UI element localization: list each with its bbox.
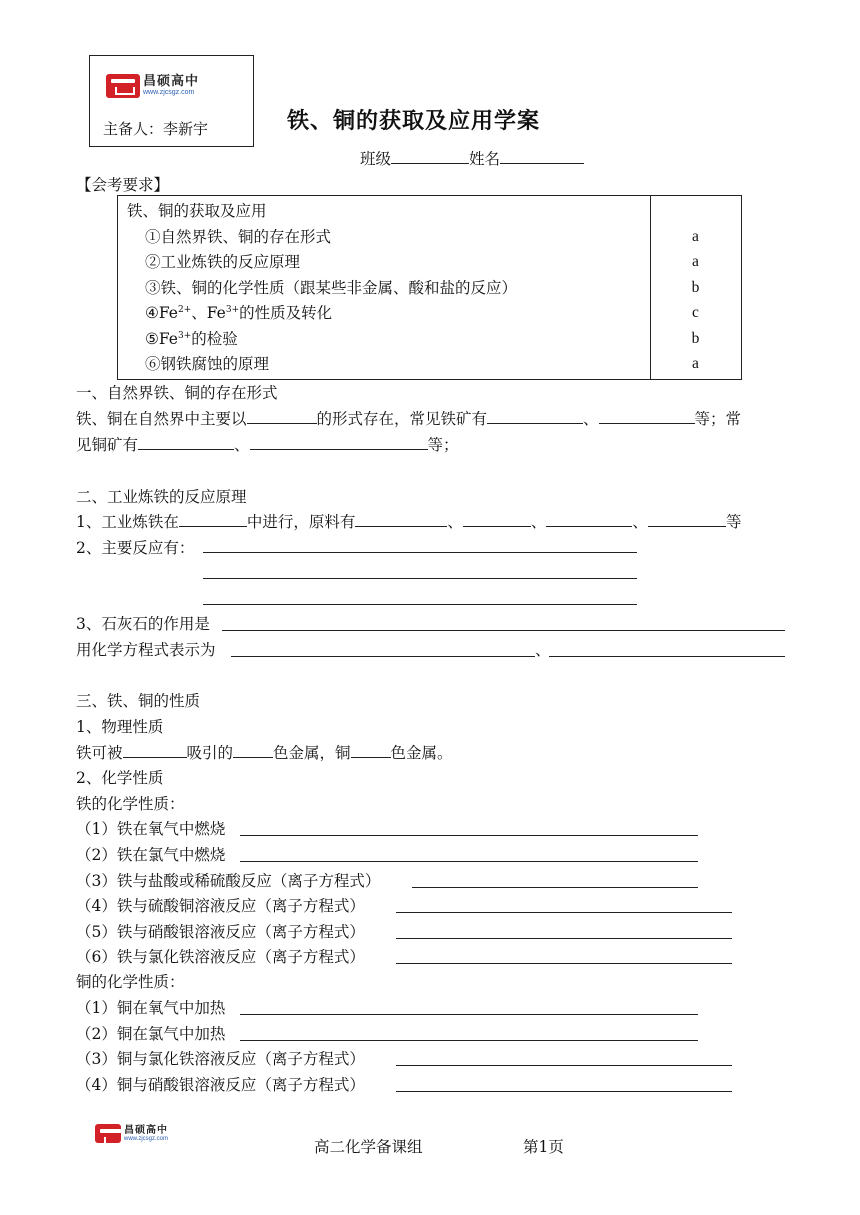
blank-reaction-1[interactable] <box>203 552 637 553</box>
blank-copper-color[interactable] <box>351 743 391 758</box>
req-level-1: a <box>692 228 699 245</box>
logo-url: www.zjcsgz.com <box>143 89 195 96</box>
blank-magnet[interactable] <box>123 743 187 758</box>
blank-copper-4[interactable] <box>396 1091 732 1092</box>
blank-iron-2[interactable] <box>240 861 698 862</box>
req-level-5: b <box>691 330 700 347</box>
section2-q3b: 用化学方程式表示为 <box>76 641 216 659</box>
section2-q2: 2、主要反应有： <box>76 539 195 557</box>
preparer: 主备人：李新宇 <box>103 120 209 138</box>
footer-logo-url: www.zjcsgz.com <box>124 1135 169 1142</box>
blank-material-4[interactable] <box>648 512 726 527</box>
footer-group: 高二化学备课组 <box>314 1138 423 1156</box>
blank-furnace[interactable] <box>179 512 247 527</box>
blank-iron-4[interactable] <box>396 912 732 913</box>
page-title: 铁、铜的获取及应用学案 <box>287 109 541 134</box>
blank-material-1[interactable] <box>355 512 447 527</box>
school-logo-icon <box>106 74 140 98</box>
iron-item-3: （3）铁与盐酸或稀硫酸反应（离子方程式） <box>76 872 381 890</box>
blank-iron-5[interactable] <box>396 938 732 939</box>
section1-line2: 见铜矿有 、 等； <box>76 436 459 454</box>
name-blank[interactable] <box>500 149 584 164</box>
blank-iron-ore-2[interactable] <box>599 409 695 424</box>
section3-heading: 三、铁、铜的性质 <box>76 692 201 710</box>
blank-limestone-role[interactable] <box>222 630 785 631</box>
req-item-6: ⑥钢铁腐蚀的原理 <box>145 355 270 373</box>
blank-copper-3[interactable] <box>396 1065 732 1066</box>
iron-chem-heading: 铁的化学性质： <box>76 795 185 813</box>
req-level-2: a <box>692 253 699 270</box>
iron-item-2: （2）铁在氯气中燃烧 <box>76 846 226 864</box>
section2-q1: 1、工业炼铁在 中进行，原料有 、 、 、 等 <box>76 513 742 531</box>
section1-heading: 一、自然界铁、铜的存在形式 <box>76 384 278 402</box>
class-name-line <box>360 149 584 169</box>
blank-iron-color[interactable] <box>233 743 273 758</box>
section2-q3: 3、石灰石的作用是 <box>76 615 210 633</box>
req-item-1: ①自然界铁、铜的存在形式 <box>145 228 332 246</box>
footer-logo-name: 昌硕高中 <box>124 1124 168 1136</box>
blank-copper-ore-1[interactable] <box>138 435 234 450</box>
iron-item-4: （4）铁与硫酸铜溶液反应（离子方程式） <box>76 897 365 915</box>
req-item-5: $⑤Fe^{3+}$的检验 <box>145 330 238 348</box>
blank-iron-3[interactable] <box>412 887 698 888</box>
school-logo <box>106 74 199 98</box>
blank-existence-form[interactable] <box>247 409 317 424</box>
section2-q3b-sep: 、 <box>535 641 551 659</box>
footer-logo-icon <box>95 1124 121 1143</box>
blank-reaction-3[interactable] <box>203 604 637 605</box>
iron-item-1: （1）铁在氧气中燃烧 <box>76 820 226 838</box>
copper-item-1: （1）铜在氧气中加热 <box>76 999 226 1017</box>
req-item-4: $④Fe^{2+}$、$Fe^{3+}$的性质及转化 <box>145 304 333 322</box>
iron-item-6: （6）铁与氯化铁溶液反应（离子方程式） <box>76 948 365 966</box>
copper-chem-heading: 铜的化学性质： <box>76 973 185 991</box>
blank-material-2[interactable] <box>463 512 531 527</box>
requirements-topic: 铁、铜的获取及应用 <box>127 202 267 220</box>
header-box <box>89 55 254 147</box>
blank-iron-1[interactable] <box>240 835 698 836</box>
req-item-3: ③铁、铜的化学性质（跟某些非金属、酸和盐的反应） <box>145 279 518 297</box>
req-item-2: ②工业炼铁的反应原理 <box>145 253 301 271</box>
class-blank[interactable] <box>391 149 469 164</box>
chem-heading: 2、化学性质 <box>76 769 164 787</box>
blank-equation-2[interactable] <box>549 656 785 657</box>
blank-material-3[interactable] <box>546 512 632 527</box>
blank-iron-ore-1[interactable] <box>487 409 583 424</box>
req-level-3: b <box>691 279 700 296</box>
copper-item-3: （3）铜与氯化铁溶液反应（离子方程式） <box>76 1050 365 1068</box>
blank-reaction-2[interactable] <box>203 578 637 579</box>
name-label: 姓名 <box>469 150 501 168</box>
section1-line1: 铁、铜在自然界中主要以 的形式存在，常见铁矿有 、 等；常 <box>76 410 742 428</box>
footer-logo <box>95 1124 168 1143</box>
phys-line: 铁可被 吸引的 色金属，铜 色金属。 <box>76 744 453 762</box>
req-level-4: c <box>692 304 699 321</box>
blank-iron-6[interactable] <box>396 963 732 964</box>
blank-equation-1[interactable] <box>231 656 535 657</box>
req-level-6: a <box>692 355 699 372</box>
iron-item-5: （5）铁与硝酸银溶液反应（离子方程式） <box>76 923 365 941</box>
requirements-table <box>117 195 742 380</box>
class-label: 班级 <box>360 150 392 168</box>
phys-heading: 1、物理性质 <box>76 718 164 736</box>
blank-copper-1[interactable] <box>240 1014 698 1015</box>
blank-copper-2[interactable] <box>240 1040 698 1041</box>
blank-copper-ore-2[interactable] <box>250 435 428 450</box>
copper-item-2: （2）铜在氯气中加热 <box>76 1025 226 1043</box>
section2-heading: 二、工业炼铁的反应原理 <box>76 488 247 506</box>
page-number: 第1页 <box>523 1138 564 1156</box>
copper-item-4: （4）铜与硝酸银溶液反应（离子方程式） <box>76 1076 365 1094</box>
logo-name: 昌硕高中 <box>143 74 200 89</box>
requirements-heading: 【会考要求】 <box>76 176 170 194</box>
